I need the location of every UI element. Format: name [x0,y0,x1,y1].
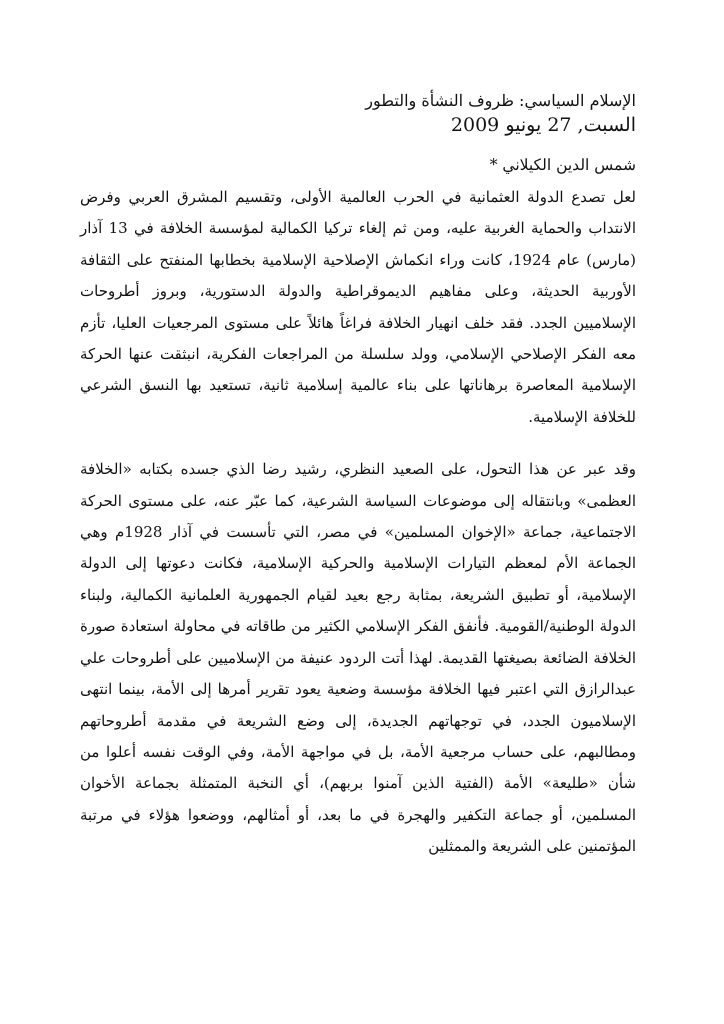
body-paragraph-1: لعل تصدع الدولة العثمانية في الحرب العالمية الأولى، وتقسيم المشرق العربي وفرض الانتداب والحماية الغربية عليه، ومن ثم إلغاء تركيا الكمالية لمؤسسة الخلافة في 13 آذار (مارس) عام 1924، كانت وراء انكماش الإصلاحية الإسلامية بخطابها المنفتح على الثقافة الأوربية الحديثة، وعلى مفاهيم الديموقراطية والدولة الدستورية، وبروز أطروحات الإسلاميين الجدد. فقد خلف انهيار الخلافة فراغاً هائلاً على مستوى المرجعيات العليا، تأزم معه الفكر الإصلاحي الإسلامي، وولد سلسلة من المراجعات الفكرية، انبثقت عنها الحركة الإسلامية المعاصرة برهاناتها على بناء عالمية إسلامية ثانية، تستعيد بها النسق الشرعي للخلافة الإسلامية. [80,188,637,426]
article-date: السبت, 27 يونيو 2009 [450,114,636,136]
body-paragraph-2: وقد عبر عن هذا التحول، على الصعيد النظري، رشيد رضا الذي جسده بكتابه «الخلافة العظمى» وبانتقاله إلى موضوعات السياسة الشرعية، كما عبّر عنه، على مستوى الحركة الاجتماعية، جماعة «الإخوان المسلمين» في مصر، التي تأسست في آذار 1928م وهي الجماعة الأم لمعظم التيارات الإسلامية والحركية الإسلامية، فكانت دعوتها إلى الدولة الإسلامية، أو تطبيق الشريعة، بمثابة رجع بعيد لقيام الجمهورية العلمانية الكمالية، ولبناء الدولة الوطنية/القومية. فأنفق الفكر الإسلامي الكثير من طاقاته في محاولة استعادة صورة الخلافة الضائعة بصيغتها القديمة. لهذا أتت الردود عنيفة من الإسلاميين على أطروحات علي عبدالرازق التي اعتبر فيها الخلافة مؤسسة وضعية يعود تقرير أمرها إلى الأمة، بينما انتهى الإسلاميون الجدد، في توجهاتهم الجديدة، إلى وضع الشريعة في مقدمة أطروحاتهم ومطالبهم، على حساب مرجعية الأمة، بل في مواجهة الأمة، وفي الوقت نفسه أعلوا من شأن «طليعة» الأمة (الفتية الذين آمنوا بربهم)، أي النخبة المتمثلة بجماعة الأخوان المسلمين، أو جماعة التكفير والهجرة في ما بعد، أو أمثالهم، ووضعوا هؤلاء في مرتبة المؤتمنين على الشريعة والممثلين [80,460,637,856]
article-author: شمس الدين الكيلاني * [489,156,636,174]
article-page [80,90,636,863]
article-title: الإسلام السياسي: ظروف النشأة والتطور [365,91,636,110]
